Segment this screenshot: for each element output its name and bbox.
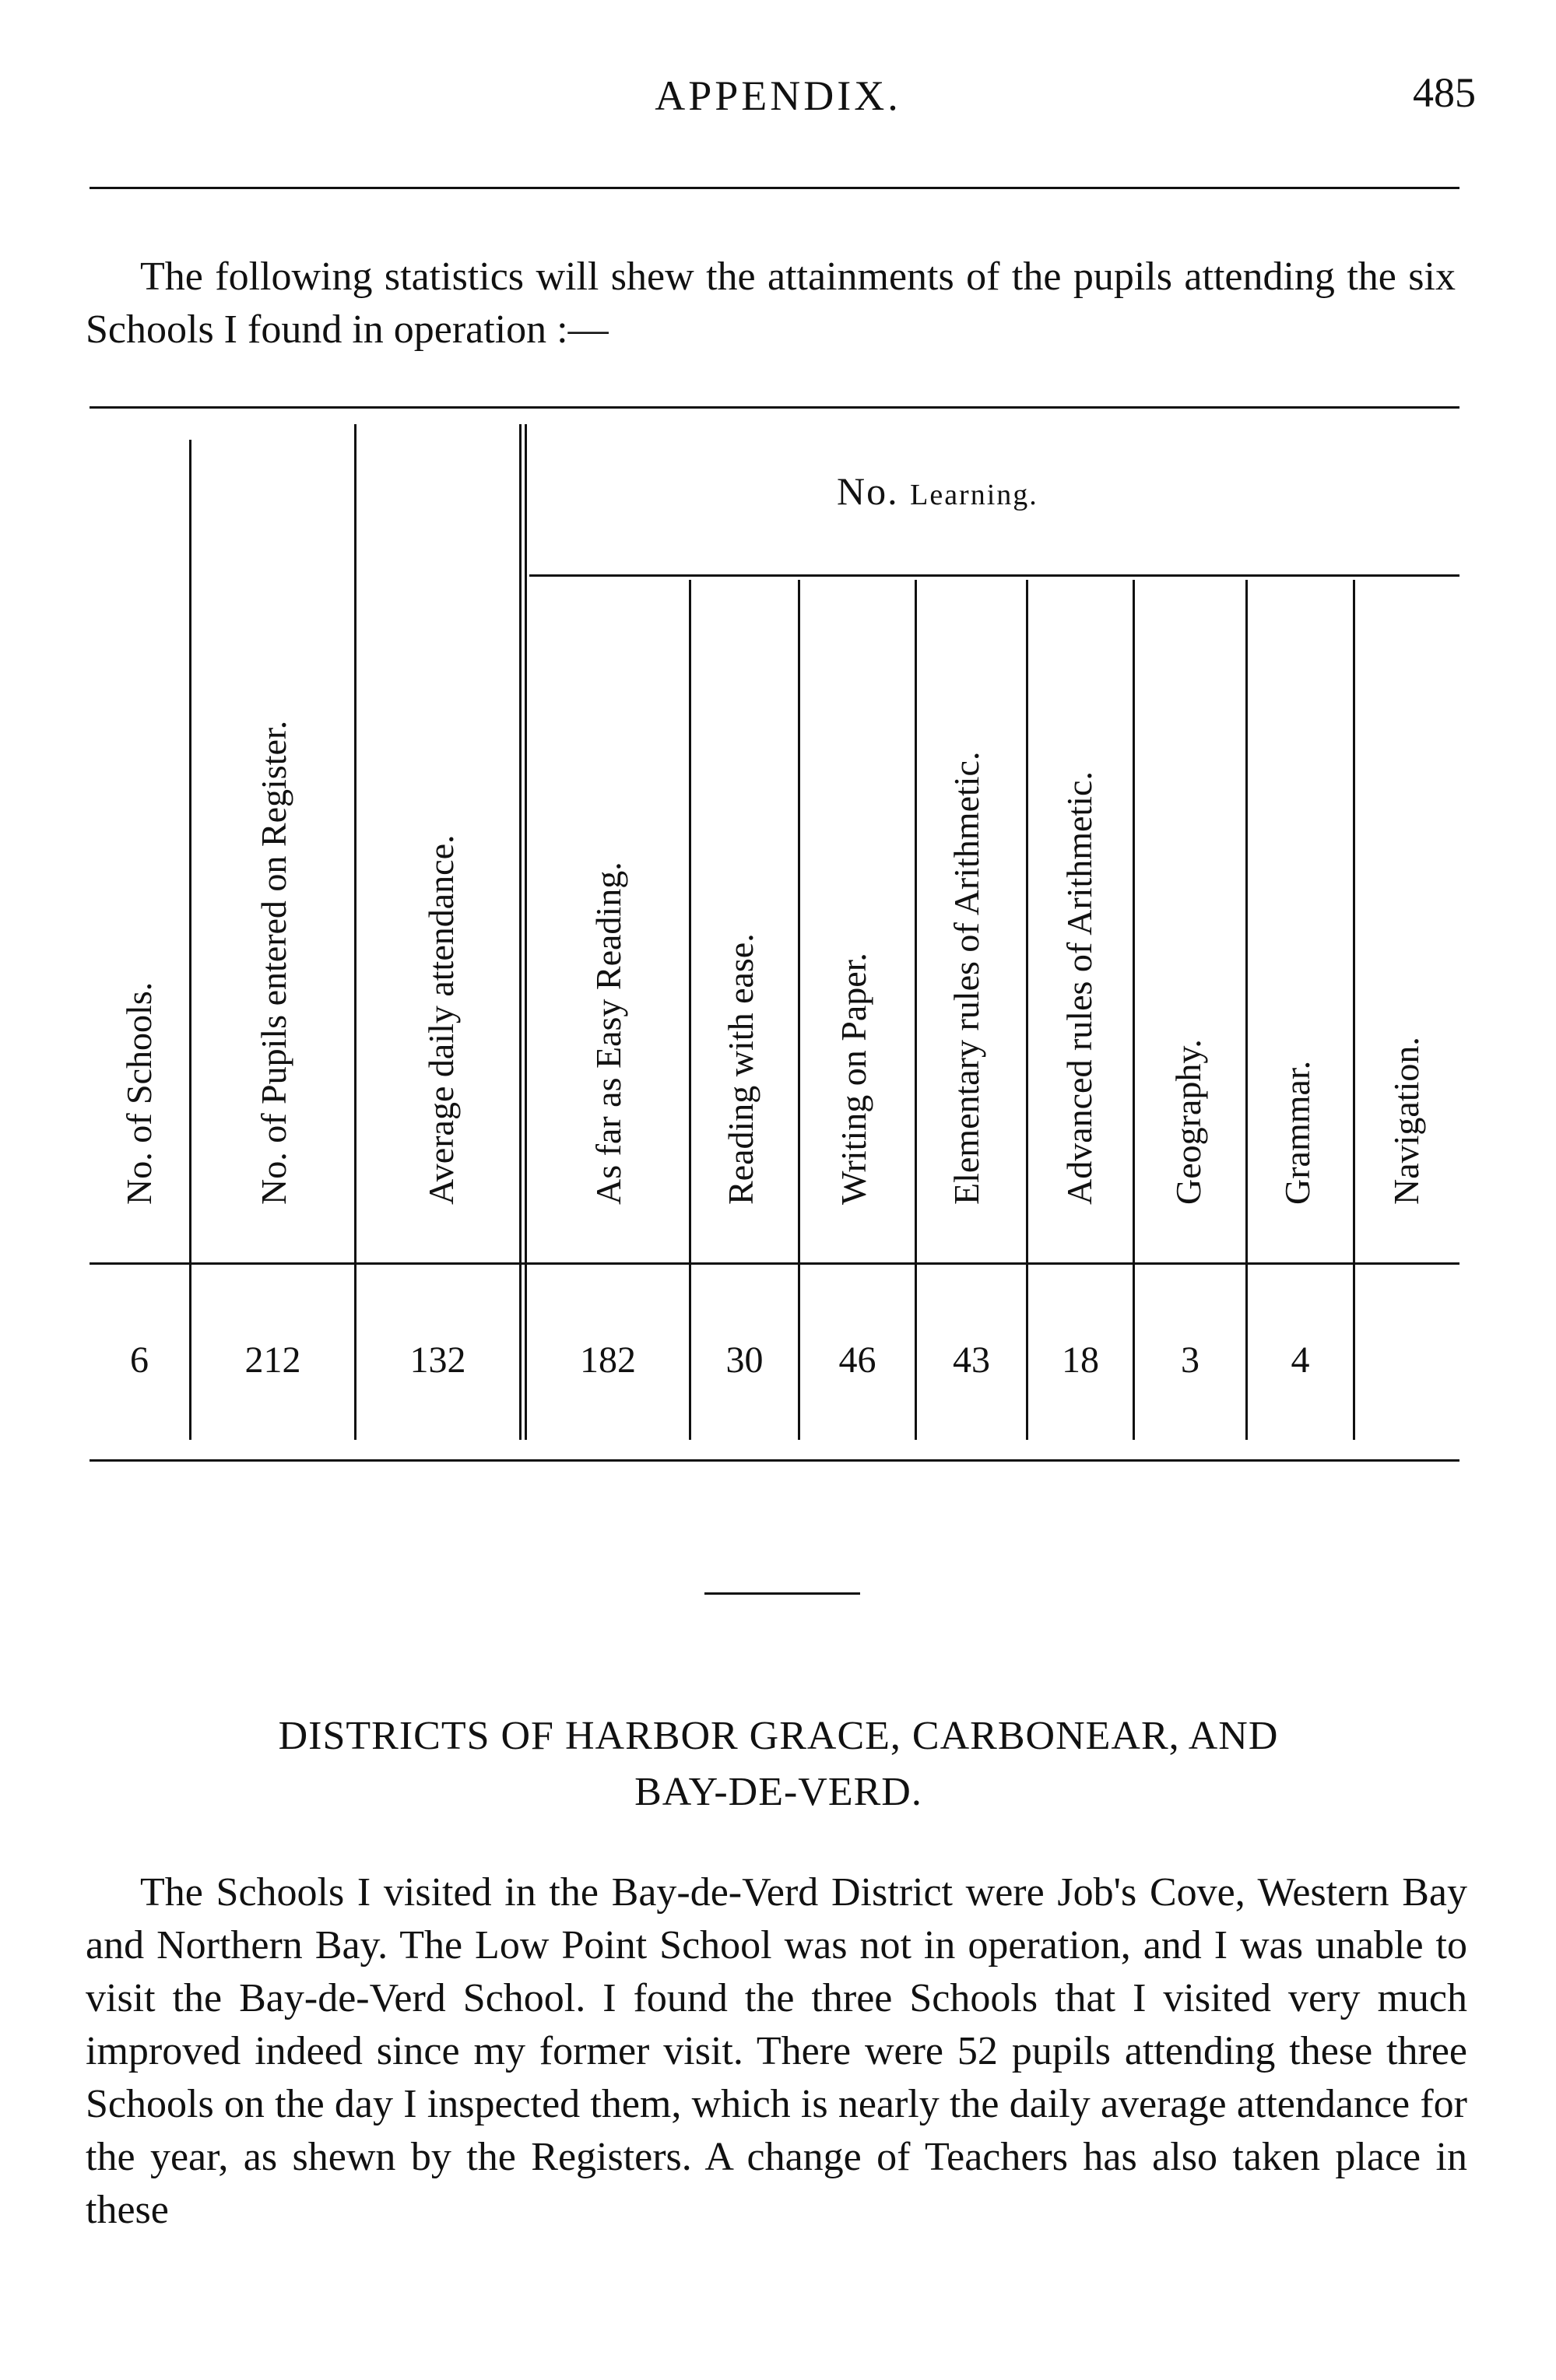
column-header: Elementary rules of Arithmetic. [947,751,986,1205]
section-heading-line2: BAY-DE-VERD. [634,1770,922,1814]
intro-text: The following statistics will shew the attainments of the pupils attending the six Schools I found in operation :— [86,254,1456,352]
table-cell: 43 [953,1339,990,1381]
column-header: No. of Schools. [119,981,159,1205]
section-heading [86,1708,1471,1820]
table-cell: 46 [838,1339,876,1381]
column-header: No. of Pupils entered on Register. [254,720,293,1205]
intro-paragraph [86,251,1456,356]
column-divider [1026,580,1028,1440]
column-header: Navigation. [1386,1037,1426,1205]
column-divider [354,424,357,1440]
column-header: Writing on Paper. [834,953,873,1205]
column-divider [1353,580,1355,1440]
column-header: Geography. [1168,1039,1208,1205]
column-header: Average daily attendance. [421,834,461,1205]
column-header: As far as Easy Reading. [588,862,628,1205]
page-number: 485 [1413,69,1476,116]
group-header-prefix: No. [837,469,899,513]
column-divider [519,424,522,1440]
column-divider [689,580,691,1440]
table-cell: 4 [1291,1339,1310,1381]
table-cell: 6 [130,1339,149,1381]
table-bottom-rule [90,1459,1459,1462]
column-divider [1245,580,1248,1440]
group-header-no-learning [837,469,1038,514]
header-bottom-rule [90,1262,1459,1265]
section-heading-line1: DISTRICTS OF HARBOR GRACE, CARBONEAR, AND [278,1714,1279,1758]
table-cell: 3 [1181,1339,1199,1381]
column-divider [798,580,800,1440]
table-cell: 30 [725,1339,764,1381]
running-header: APPENDIX. [655,72,901,119]
group-header-rule [529,574,1459,577]
table-cell: 182 [580,1339,636,1381]
body-paragraph [86,1866,1467,2237]
column-divider [189,440,191,1440]
table-top-rule [90,406,1459,409]
column-header: Advanced rules of Arithmetic. [1059,771,1099,1205]
table-cell: 132 [409,1339,466,1381]
column-divider [915,580,917,1440]
body-paragraph-text: The Schools I visited in the Bay-de-Verd District were Job's Cove, Western Bay and Northern Bay. The Low Point School was not in operation, and I was unable to visit the Bay-de-Verd School. I found the three Schools that I visited very much improved indeed since my former visit. There were 52 pupils attending these three Schools on the day I inspected them, which is nearly the daily average attendance for the year, as shewn by the Registers. A change of Teachers has also taken place in these [86,1870,1467,2232]
column-divider [525,424,527,1440]
section-divider [704,1592,860,1595]
table-cell: 18 [1062,1339,1099,1381]
column-divider [1133,580,1135,1440]
header-rule [90,187,1459,189]
column-header: Grammar. [1277,1060,1317,1205]
column-header: Reading with ease. [721,933,760,1205]
table-cell: 212 [244,1339,301,1381]
group-header-rest: Learning. [910,479,1038,511]
